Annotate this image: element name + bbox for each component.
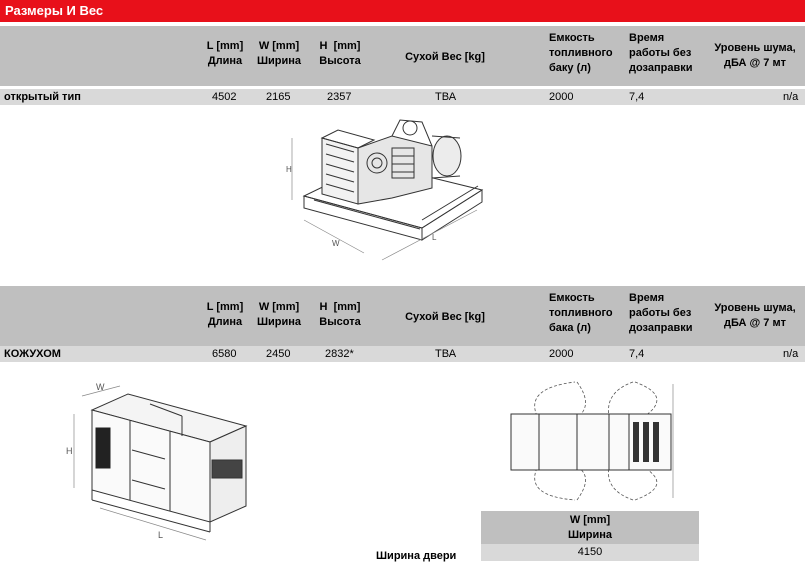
door-width-header: W [mm] Ширина — [481, 511, 699, 544]
canopy-top-view-drawing — [505, 378, 685, 504]
cell-width: 2165 — [266, 91, 291, 103]
header-autonomy: Время работы без дозаправки — [629, 32, 693, 74]
cell-dry-weight: ТВА — [435, 91, 457, 103]
header-dry-weight: Сухой Вес [kg] — [405, 311, 485, 323]
cell-noise: n/a — [783, 348, 799, 360]
header-noise: Уровень шума, дБА @ 7 мт — [714, 42, 796, 69]
header-height: H [mm] Высота — [319, 40, 361, 67]
dim-w-label: W — [96, 382, 105, 392]
door-width-value: 4150 — [481, 544, 699, 561]
header-height: H [mm] Высота — [319, 301, 361, 328]
header-tank-capacity: Емкость топливного бака (л) — [549, 292, 613, 334]
table-row-canopy — [0, 346, 805, 362]
header-width: W [mm] Ширина — [256, 40, 302, 67]
header-dry-weight: Сухой Вес [kg] — [405, 51, 485, 63]
header-width: W [mm] Ширина — [256, 301, 302, 328]
cell-tank-capacity: 2000 — [549, 91, 574, 103]
cell-height: 2357 — [327, 91, 352, 103]
header-noise: Уровень шума, дБА @ 7 мт — [714, 302, 796, 329]
cell-autonomy: 7,4 — [629, 91, 645, 103]
dim-l-label: L — [432, 233, 437, 242]
open-generator-drawing — [282, 108, 498, 268]
header-length: L [mm] Длина — [206, 301, 244, 328]
row-label: открытый тип — [4, 91, 81, 103]
door-width-label: Ширина двери — [376, 550, 457, 562]
dim-h-label: H — [66, 446, 73, 456]
cell-tank-capacity: 2000 — [549, 348, 574, 360]
cell-autonomy: 7,4 — [629, 348, 645, 360]
cell-width: 2450 — [266, 348, 291, 360]
header-autonomy: Время работы без дозаправки — [629, 292, 693, 334]
cell-length: 6580 — [212, 348, 237, 360]
row-label: КОЖУХОМ — [4, 348, 61, 360]
table-row-open-type — [0, 89, 805, 105]
cell-noise: n/a — [783, 91, 799, 103]
header-length: L [mm] Длина — [206, 40, 244, 67]
cell-dry-weight: ТВА — [435, 348, 457, 360]
header-tank-capacity: Емкость топливного баку (л) — [549, 32, 613, 74]
dim-l-label: L — [158, 530, 164, 540]
table-header-canopy — [0, 286, 805, 346]
canopy-generator-drawing — [60, 380, 260, 550]
dim-h-label: H — [286, 165, 292, 174]
dim-w-label: W — [332, 239, 340, 248]
table-header-open — [0, 26, 805, 86]
cell-height: 2832* — [325, 348, 354, 360]
section-title: Размеры И Вес — [0, 0, 805, 22]
cell-length: 4502 — [212, 91, 237, 103]
door-width-table — [481, 511, 699, 561]
